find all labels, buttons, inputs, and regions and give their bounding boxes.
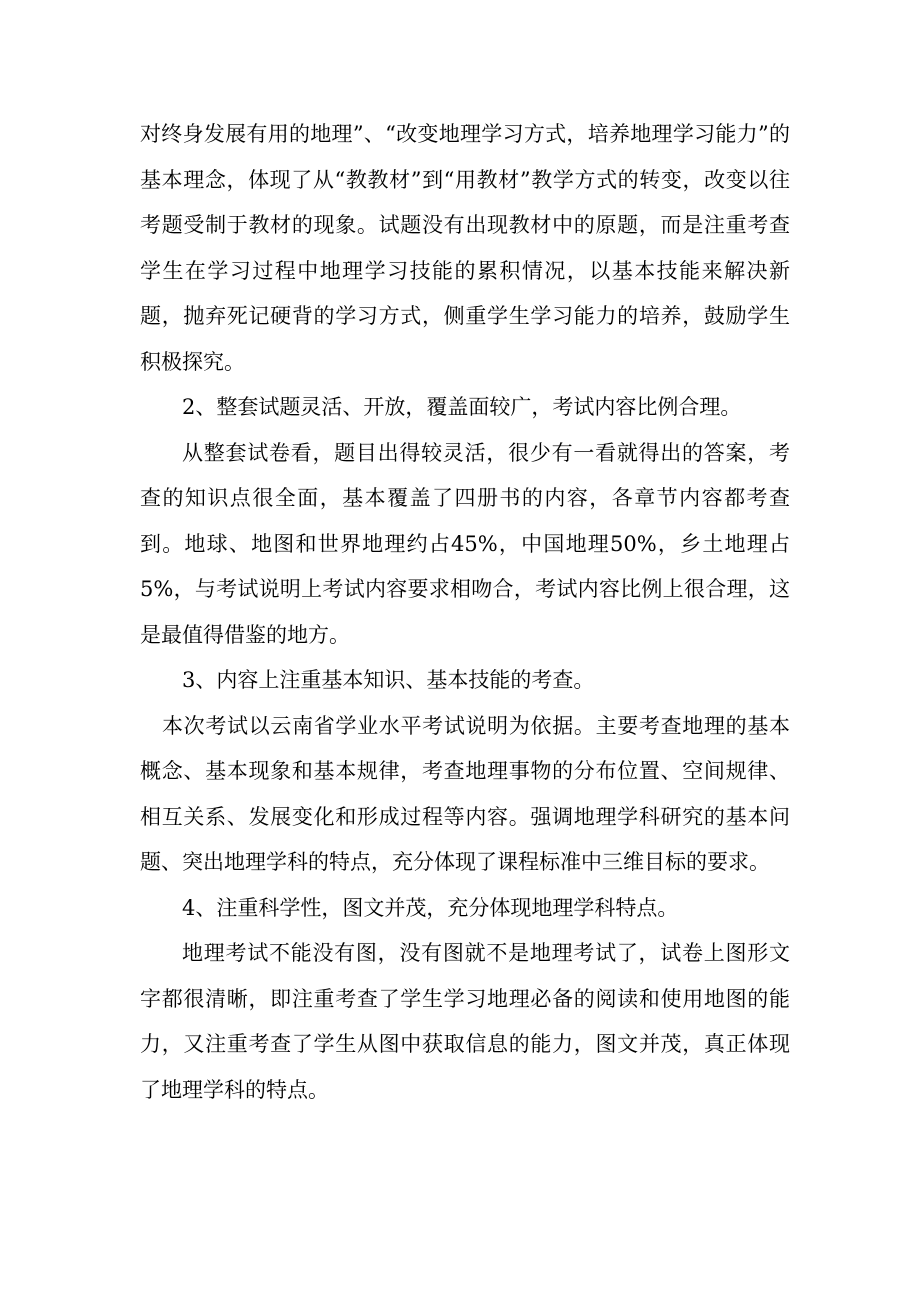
section-heading-2: 2、整套试题灵活、开放，覆盖面较广，考试内容比例合理。 [182, 395, 742, 419]
section-heading-3: 3、内容上注重基本知识、基本技能的考查。 [182, 668, 595, 692]
paragraph-maps: 地理考试不能没有图，没有图就不是地理考试了，试卷上图形文字都很清晰，即注重考查了学生学习地理必备的阅读和使用地图的能力，又注重考查了学生从图中获取信息的能力，图文并茂，真正体现了地理学科的特点。 [140, 941, 790, 1102]
paragraph-exam-coverage: 从整套试卷看，题目出得较灵活，很少有一看就得出的答案，考查的知识点很全面，基本覆盖了四册书的内容，各章节内容都考查到。地球、地图和世界地理约占45%，中国地理50%，乡土地理占5%，与考试说明上考试内容要求相吻合，考试内容比例上很合理，这是最值得借鉴的地方。 [140, 440, 790, 647]
document-body [140, 112, 790, 1113]
paragraph-exam-basis: 本次考试以云南省学业水平考试说明为依据。主要考查地理的基本概念、基本现象和基本规律，考查地理事物的分布位置、空间规律、相互关系、发展变化和形成过程等内容。强调地理学科研究的基本问题、突出地理学科的特点，充分体现了课程标准中三维目标的要求。 [140, 713, 790, 874]
section-heading-4: 4、注重科学性，图文并茂，充分体现地理学科特点。 [182, 895, 679, 920]
paragraph-continuation: 对终身发展有用的地理”、“改变地理学习方式，培养地理学习能力”的基本理念，体现了从“教教材”到“用教材”教学方式的转变，改变以往考题受制于教材的现象。试题没有出现教材中的原题，而是注重考查学生在学习过程中地理学习技能的累积情况，以基本技能来解决新题，抛弃死记硬背的学习方式，侧重学生学习能力的培养，鼓励学生积极探究。 [140, 122, 790, 374]
